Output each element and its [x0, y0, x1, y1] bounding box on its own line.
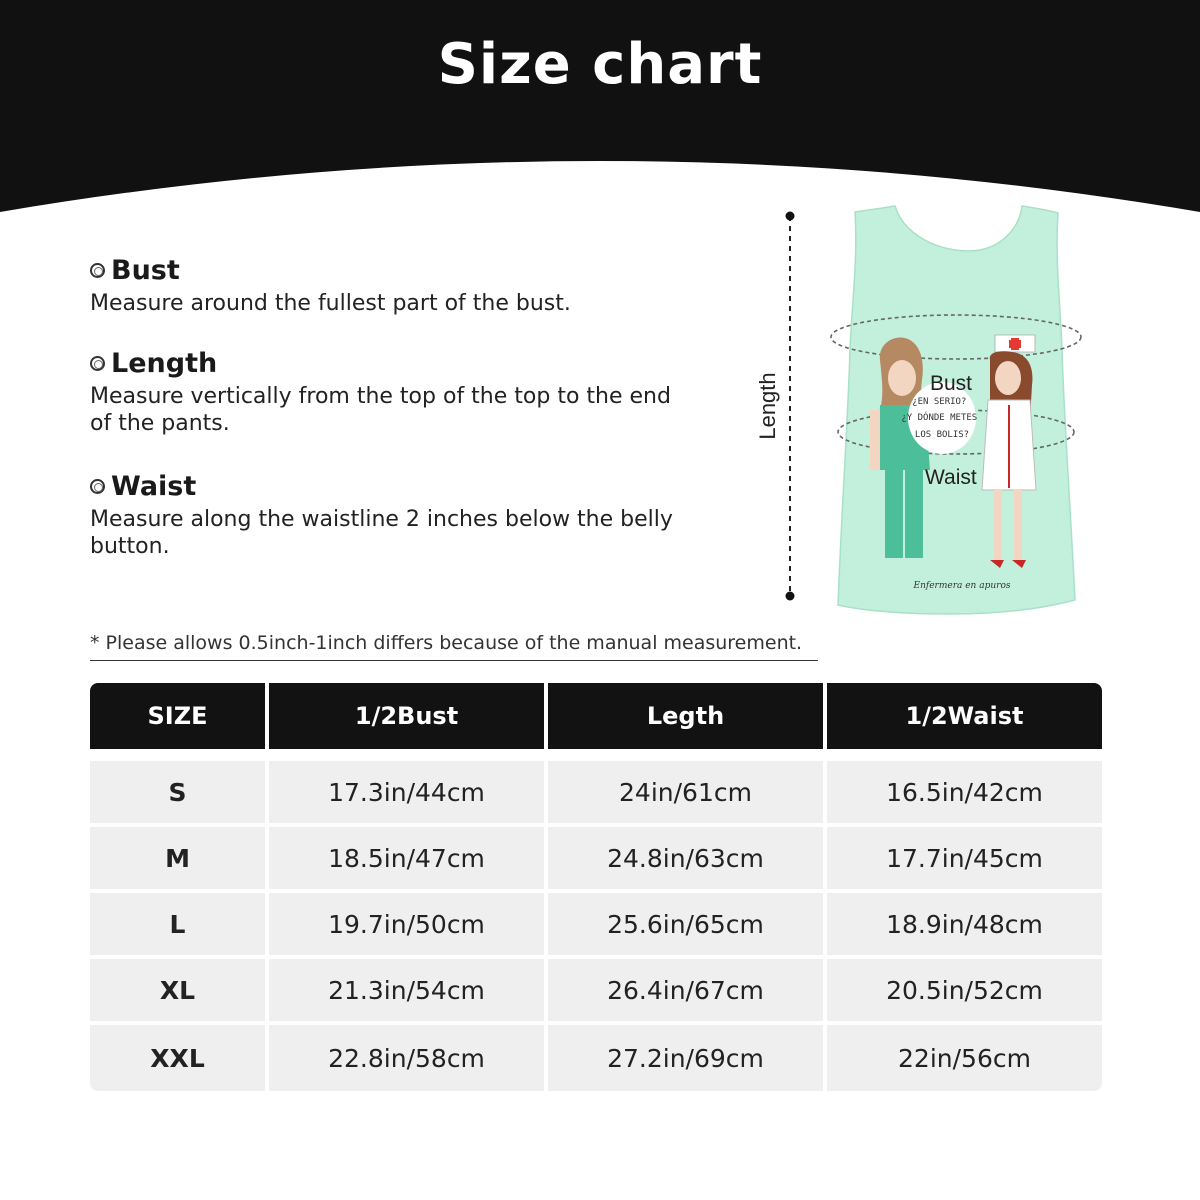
length-label: Length	[755, 372, 780, 440]
bullet-circle-icon	[90, 479, 105, 494]
length-cell: 27.2in/69cm	[548, 1025, 823, 1091]
table-header-row	[90, 683, 1102, 749]
measure-length-description: Measure vertically from the top of the top to the end of the pants.	[90, 384, 671, 436]
waist-cell: 16.5in/42cm	[827, 761, 1102, 827]
size-table	[86, 683, 1106, 1091]
measure-bust-description: Measure around the fullest part of the bust.	[90, 291, 571, 316]
length-cell: 26.4in/67cm	[548, 959, 823, 1025]
bust-cell: 19.7in/50cm	[269, 893, 544, 959]
waist-cell: 20.5in/52cm	[827, 959, 1102, 1025]
length-top-dot	[786, 212, 795, 221]
header-bust: 1/2Bust	[269, 683, 544, 749]
length-cell: 24in/61cm	[548, 761, 823, 827]
length-cell: 25.6in/65cm	[548, 893, 823, 959]
measure-length	[90, 348, 730, 437]
waist-cell: 18.9in/48cm	[827, 893, 1102, 959]
tank-top-illustration	[740, 195, 1110, 625]
bust-cell: 21.3in/54cm	[269, 959, 544, 1025]
size-cell: L	[90, 893, 265, 959]
measure-length-title: Length	[111, 348, 218, 379]
size-cell: S	[90, 761, 265, 827]
waist-label: Waist	[925, 466, 977, 489]
waist-cell: 17.7in/45cm	[827, 827, 1102, 893]
length-bottom-dot	[786, 592, 795, 601]
table-row	[90, 959, 1102, 1025]
measure-waist	[90, 471, 730, 560]
bust-cell: 17.3in/44cm	[269, 761, 544, 827]
bust-cell: 22.8in/58cm	[269, 1025, 544, 1091]
header-waist: 1/2Waist	[827, 683, 1102, 749]
header-size: SIZE	[90, 683, 265, 749]
table-row	[90, 761, 1102, 827]
table-row	[90, 827, 1102, 893]
measure-bust	[90, 255, 730, 317]
speech-line-3: LOS BOLIS?	[914, 430, 970, 440]
signature-text: Enfermera en apuros	[913, 581, 1011, 591]
table-row	[90, 1025, 1102, 1091]
size-cell: XXL	[90, 1025, 265, 1091]
measure-waist-description: Measure along the waistline 2 inches below the belly button.	[90, 507, 673, 559]
bullet-circle-icon	[90, 356, 105, 371]
waist-cell: 22in/56cm	[827, 1025, 1102, 1091]
measure-waist-title: Waist	[111, 471, 197, 502]
length-cell: 24.8in/63cm	[548, 827, 823, 893]
speech-line-2: ¿Y DÓNDE METES	[901, 413, 978, 423]
speech-line-1: ¿EN SERIO?	[912, 397, 967, 407]
bust-label: Bust	[930, 372, 973, 395]
bullet-circle-icon	[90, 263, 105, 278]
bust-cell: 18.5in/47cm	[269, 827, 544, 893]
header-length: Legth	[548, 683, 823, 749]
measurement-note: * Please allows 0.5inch-1inch differs because of the manual measurement.	[90, 632, 818, 661]
page-title: Size chart	[437, 32, 763, 97]
size-cell: XL	[90, 959, 265, 1025]
measure-bust-title: Bust	[111, 255, 180, 286]
table-row	[90, 893, 1102, 959]
size-cell: M	[90, 827, 265, 893]
